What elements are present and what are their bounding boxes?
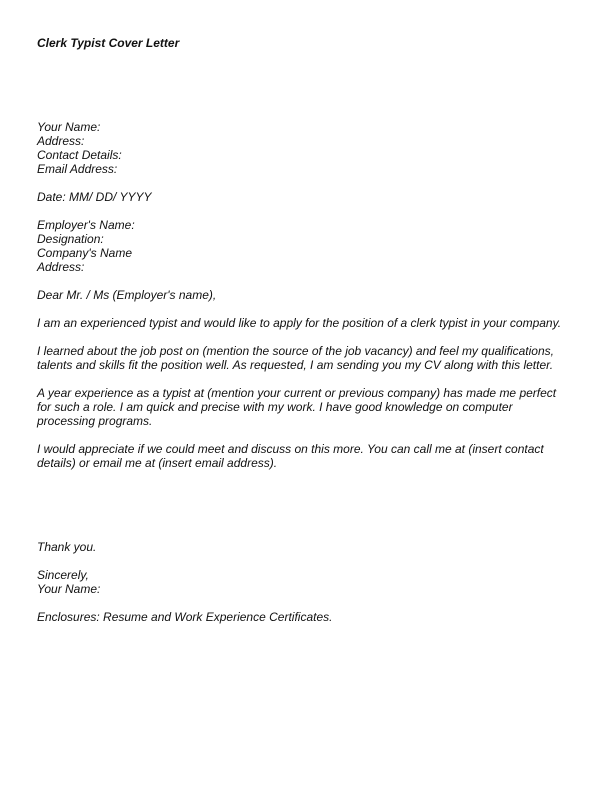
thanks-line: Thank you. [37, 540, 97, 554]
recipient-company: Company's Name [37, 246, 132, 260]
spacer [37, 50, 577, 120]
sender-block [37, 120, 577, 176]
sender-address: Address: [37, 134, 85, 148]
date-line [37, 190, 577, 204]
body-paragraph-3: A year experience as a typist at (mention your current or previous company) has made me perfect for such a role. I am quick and precise with my work. I have good knowledge on computer processing programs. [37, 386, 557, 428]
body-paragraph-4: I would appreciate if we could meet and discuss on this more. You can call me at (insert contact details) or email me at (insert email address). [37, 442, 544, 470]
recipient-designation: Designation: [37, 232, 104, 246]
closing-line: Sincerely, [37, 568, 89, 582]
salutation: Dear Mr. / Ms (Employer's name), [37, 288, 217, 302]
recipient-block [37, 218, 577, 274]
spacer [37, 274, 577, 288]
sender-email: Email Address: [37, 162, 118, 176]
letter-title: Clerk Typist Cover Letter [37, 36, 180, 50]
recipient-employer-name: Employer's Name: [37, 218, 135, 232]
signoff-block [37, 568, 577, 596]
sender-name: Your Name: [37, 120, 101, 134]
spacer [37, 428, 577, 442]
body-paragraph-1: I am an experienced typist and would like to apply for the position of a clerk typist in your company. [37, 316, 562, 330]
spacer [37, 204, 577, 218]
spacer [37, 176, 577, 190]
spacer [37, 372, 577, 386]
spacer [37, 596, 577, 610]
enclosures-line: Enclosures: Resume and Work Experience Certificates. [37, 610, 333, 624]
spacer [37, 302, 577, 316]
signature-line: Your Name: [37, 582, 101, 596]
recipient-address: Address: [37, 260, 85, 274]
letter-date: Date: MM/ DD/ YYYY [37, 190, 152, 204]
spacer [37, 330, 577, 344]
spacer [37, 470, 577, 540]
body-paragraph-2: I learned about the job post on (mention the source of the job vacancy) and feel my qualifications, talents and skills fit the position well. As requested, I am sending you my CV along with this letter. [37, 344, 554, 372]
sender-contact: Contact Details: [37, 148, 122, 162]
letter-page [37, 36, 577, 624]
spacer [37, 554, 577, 568]
